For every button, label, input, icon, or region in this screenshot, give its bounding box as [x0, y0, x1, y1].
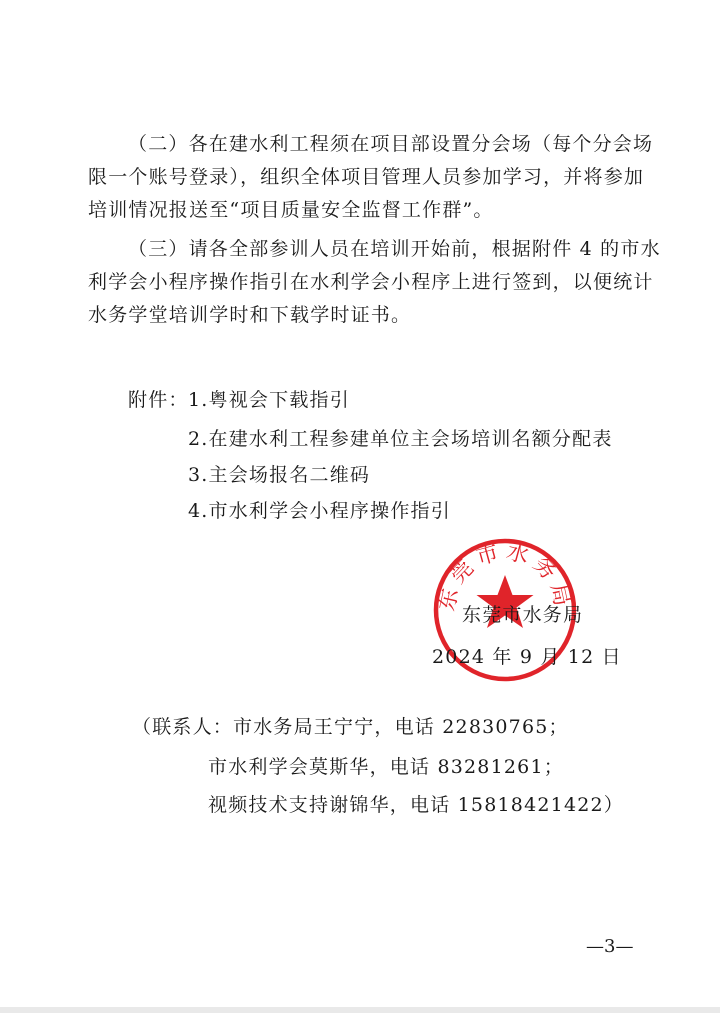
paragraph-line: 限一个账号登录），组织全体项目管理人员参加学习，并将参加 [88, 166, 645, 188]
page-bottom-edge [0, 1007, 720, 1013]
paragraph-line: （三）请各全部参训人员在培训开始前，根据附件 4 的市水 [128, 238, 661, 260]
page-number: —3— [586, 936, 634, 957]
signature-date: 2024 年 9 月 12 日 [432, 646, 622, 668]
paragraph-2 [88, 128, 654, 227]
paragraph-3 [88, 233, 661, 332]
attachment-item: 3.主会场报名二维码 [188, 464, 371, 486]
seal-text: 东莞市水务局 [434, 539, 576, 614]
attachment-item: 2.在建水利工程参建单位主会场培训名额分配表 [188, 428, 613, 450]
contact-line: 市水利学会莫斯华，电话 83281261； [208, 756, 564, 778]
contact-line: 视频技术支持谢锦华，电话 15818421422） [208, 794, 625, 816]
paragraph-line: （二）各在建水利工程须在项目部设置分会场（每个分会场 [128, 133, 654, 155]
attachments-label: 附件： [128, 389, 189, 411]
paragraph-line: 培训情况报送至“项目质量安全监督工作群”。 [88, 199, 494, 221]
attachment-item: 4.市水利学会小程序操作指引 [188, 500, 451, 522]
attachment-item: 1.粤视会下载指引 [188, 389, 350, 411]
contact-line: （联系人：市水务局王宁宁，电话 22830765； [132, 716, 569, 738]
signature-org: 东莞市水务局 [462, 604, 584, 626]
paragraph-line: 利学会小程序操作指引在水利学会小程序上进行签到，以便统计 [88, 271, 654, 293]
paragraph-line: 水务学堂培训学时和下载学时证书。 [88, 304, 412, 326]
